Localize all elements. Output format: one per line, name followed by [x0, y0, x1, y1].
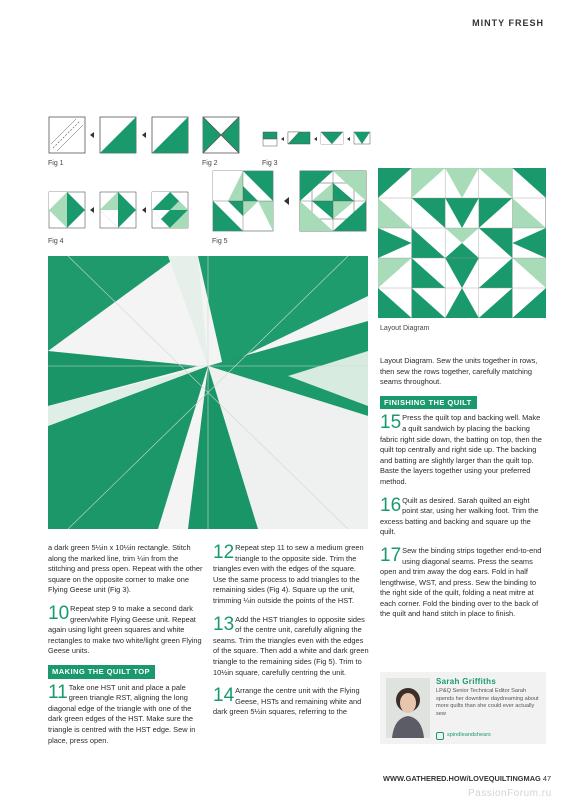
page-number: 47: [542, 774, 552, 783]
author-handle[interactable]: spindleandshears: [447, 732, 491, 739]
footer-url[interactable]: WWW.GATHERED.HOW/LOVEQUILTINGMAG: [383, 774, 541, 783]
author-avatar: [386, 678, 430, 738]
column-2: [213, 543, 369, 726]
step-text: Quilt as desired. Sarah quilted an eight point star, using her walking foot. Trim the excess batting and backing and square up the quilt.: [380, 495, 539, 537]
step-12: [213, 543, 369, 607]
fig4-diagram: [48, 188, 198, 232]
author-box: [380, 672, 546, 744]
column-3: [380, 356, 546, 628]
footer: [383, 774, 551, 783]
step-15: [380, 413, 546, 487]
step-text: Repeat step 9 to make a second dark green/white Flying Geese unit. Repeat again using light green squares and white rectangles to make two white/light green Flying Geese units.: [48, 603, 202, 656]
step-number: 17: [380, 544, 402, 566]
step-text: Add the HST triangles to opposite sides of the centre unit, carefully aligning the seams. Trim the triangles even with the edges of the square. Then add a white and dark green triangle to the remaining sides (Fig 5). Trim to 10½in square, carefully centring the unit.: [213, 614, 369, 677]
step-number: 10: [48, 602, 70, 624]
column-1: [48, 543, 204, 754]
step-17: [380, 546, 546, 620]
fig5-label: Fig 5: [212, 238, 228, 245]
step-text: Take one HST unit and place a pale green triangle RST, aligning the long diagonal edge of the triangle with one of the dark green edges of the HST. Make sure the triangle is centred with the HST edge. Sew in place, press open.: [48, 682, 196, 745]
step-text: Press the quilt top and backing well. Make a quilt sandwich by placing the backing fabric right side down, the batting on top, then the quilt top centrally and right side up. The backing and batting are slightly larger than the quilt top. Baste the layers together using your preferred method.: [380, 413, 542, 486]
fig1-label: Fig 1: [48, 160, 64, 167]
quilt-photo: [48, 256, 368, 529]
step-11: [48, 683, 204, 747]
step-text: Sew the binding strips together end-to-end using diagonal seams. Press the seams open and trim away the dog ears. Fold in half lengthwise, WST, and press. Sew the binding to the right side of the quilt, folding a neat mitre at each corner. Fold the binding over to the back of the quilt and hand stitch in place to finish.: [380, 545, 542, 619]
author-description: LP&Q Senior Technical Editor Sarah spends her downtime daydreaming about more quilts than she could ever actually sew: [436, 688, 539, 717]
fig3-diagram: [262, 130, 372, 156]
step-13: [213, 615, 369, 679]
fig5-diagram: [212, 170, 372, 236]
section-heading-quilt-top: MAKING THE QUILT TOP: [48, 665, 155, 679]
author-social[interactable]: [436, 732, 491, 740]
fig2-label: Fig 2: [202, 160, 218, 167]
step-number: 15: [380, 412, 402, 434]
step-number: 13: [213, 613, 235, 635]
step-number: 12: [213, 542, 235, 563]
step-number: 16: [380, 494, 402, 516]
section-heading-finishing: FINISHING THE QUILT: [380, 396, 477, 410]
fig2-diagram: [202, 116, 242, 156]
step-10: [48, 604, 204, 657]
watermark: PassionForum.ru: [468, 788, 552, 799]
fig1-diagram: [48, 116, 198, 154]
intro-paragraph: a dark green 5½in x 10½in rectangle. Stitch along the marked line, trim ¼in from the stitching and press open. Repeat with the other square on the opposite corner to make one Flying Geese unit (Fig 3).: [48, 543, 203, 595]
instagram-icon: [436, 732, 444, 740]
step-number: 11: [48, 681, 68, 703]
author-name: Sarah Griffiths: [436, 677, 497, 686]
step-text: Repeat step 11 to sew a medium green triangle to the opposite side. Trim the triangles even with the edges of the square. Use the same process to add triangles to the remaining sides (Fig 4). Square up the unit, trimming ¼in outside the points of the HST.: [213, 543, 364, 605]
step-14: [213, 686, 369, 718]
fig4-label: Fig 4: [48, 238, 64, 245]
section-title: MINTY FRESH: [472, 18, 544, 28]
layout-diagram: [378, 168, 546, 318]
layout-paragraph: Layout Diagram. Sew the units together in rows, then sew the rows together, carefully matching seams throughout.: [380, 356, 538, 387]
fig3-label: Fig 3: [262, 160, 278, 167]
step-text: Arrange the centre unit with the Flying Geese, HSTs and remaining white and dark green 5½in squares, referring to the: [213, 686, 362, 717]
step-16: [380, 496, 546, 538]
layout-diagram-label: Layout Diagram: [380, 325, 430, 332]
step-number: 14: [213, 685, 235, 707]
